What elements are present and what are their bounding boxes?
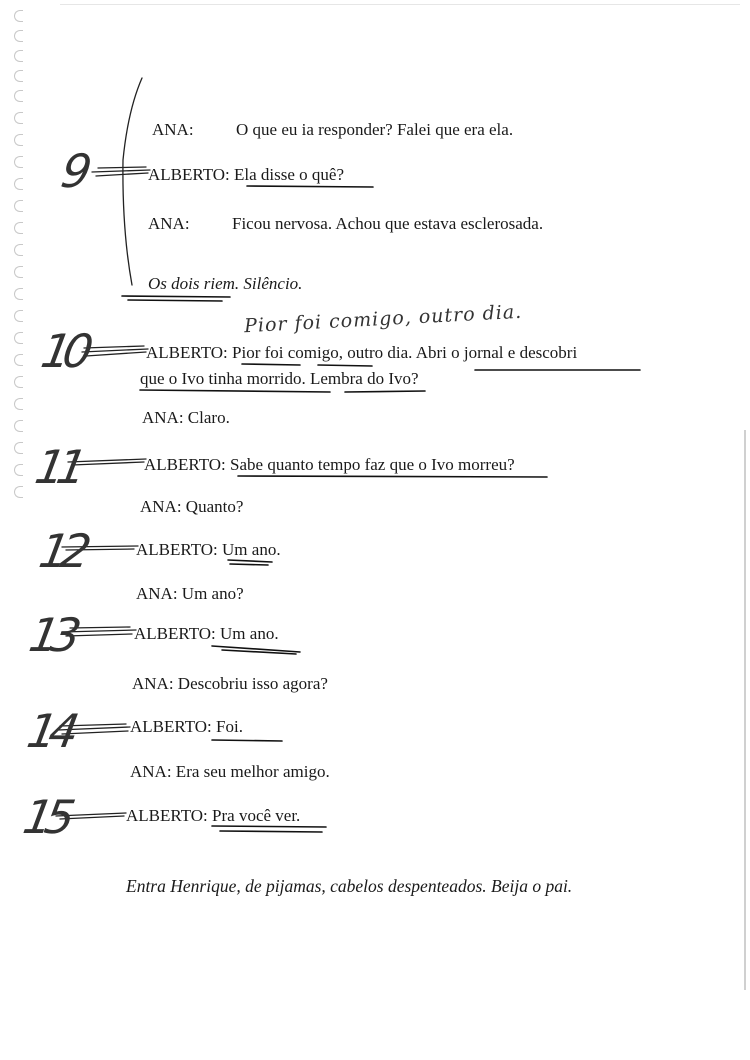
dialogue-text: Abri o jornal e descobri	[412, 343, 578, 362]
dialogue-line: ANA: Descobriu isso agora?	[132, 674, 328, 693]
handwritten-note: Pior foi comigo, outro dia.	[243, 300, 523, 338]
dialogue-line: ANA: Era seu melhor amigo.	[130, 762, 330, 781]
page-edge-top	[60, 4, 740, 5]
dialogue-text: Ficou nervosa. Achou que estava esclerosada.	[232, 214, 544, 233]
dialogue-text: Um ano.	[220, 624, 279, 643]
dialogue-line	[148, 214, 543, 234]
dialogue-line	[136, 540, 281, 560]
dialogue-line	[146, 343, 577, 363]
margin-number: 10	[37, 324, 90, 378]
dialogue-line	[130, 717, 243, 737]
margin-number: 15	[19, 790, 72, 844]
dialogue-line: ANA: Quanto?	[140, 497, 244, 516]
speaker-name: ALBERTO:	[136, 540, 218, 559]
dialogue-line	[152, 120, 513, 140]
margin-number: 14	[23, 704, 76, 758]
speaker-name: ALBERTO:	[126, 806, 208, 825]
dialogue-text: Ela disse o quê?	[234, 165, 345, 184]
dialogue-text: Sabe quanto tempo faz que o Ivo morreu?	[230, 455, 515, 474]
margin-number: 12	[35, 524, 88, 578]
dialogue-text: O que eu ia responder? Falei que era ela.	[236, 120, 514, 139]
speaker-name: ALBERTO:	[146, 343, 228, 362]
dialogue-line-continued: que o Ivo tinha morrido. Lembra do Ivo?	[140, 369, 419, 388]
speaker-name: ALBERTO:	[134, 624, 216, 643]
dialogue-text: Pra você ver.	[212, 806, 301, 825]
page-edge	[744, 430, 746, 990]
margin-number: 11	[31, 440, 84, 494]
dialogue-line	[148, 165, 344, 185]
margin-number: 9	[57, 144, 89, 198]
dialogue-text: Um ano.	[222, 540, 281, 559]
stage-direction	[148, 274, 302, 294]
dialogue-line	[126, 806, 300, 826]
stage-direction: Entra Henrique, de pijamas, cabelos despenteados. Beija o pai.	[126, 876, 573, 896]
dialogue-line	[134, 624, 279, 644]
stage-direction-part: Os dois riem.	[148, 274, 240, 293]
dialogue-line	[144, 455, 515, 475]
dialogue-text: Pior foi comigo, outro dia.	[232, 343, 413, 362]
speaker-name: ALBERTO:	[144, 455, 226, 474]
stage-direction-part: Silêncio.	[239, 274, 303, 293]
binder-holes	[14, 0, 30, 560]
dialogue-line: ANA: Um ano?	[136, 584, 244, 603]
speaker-name: ANA:	[148, 214, 190, 233]
speaker-name: ANA:	[152, 120, 194, 139]
speaker-name: ALBERTO:	[130, 717, 212, 736]
dialogue-line: ANA: Claro.	[142, 408, 230, 427]
dialogue-text: Foi.	[216, 717, 243, 736]
speaker-name: ALBERTO:	[148, 165, 230, 184]
margin-number: 13	[25, 608, 78, 662]
